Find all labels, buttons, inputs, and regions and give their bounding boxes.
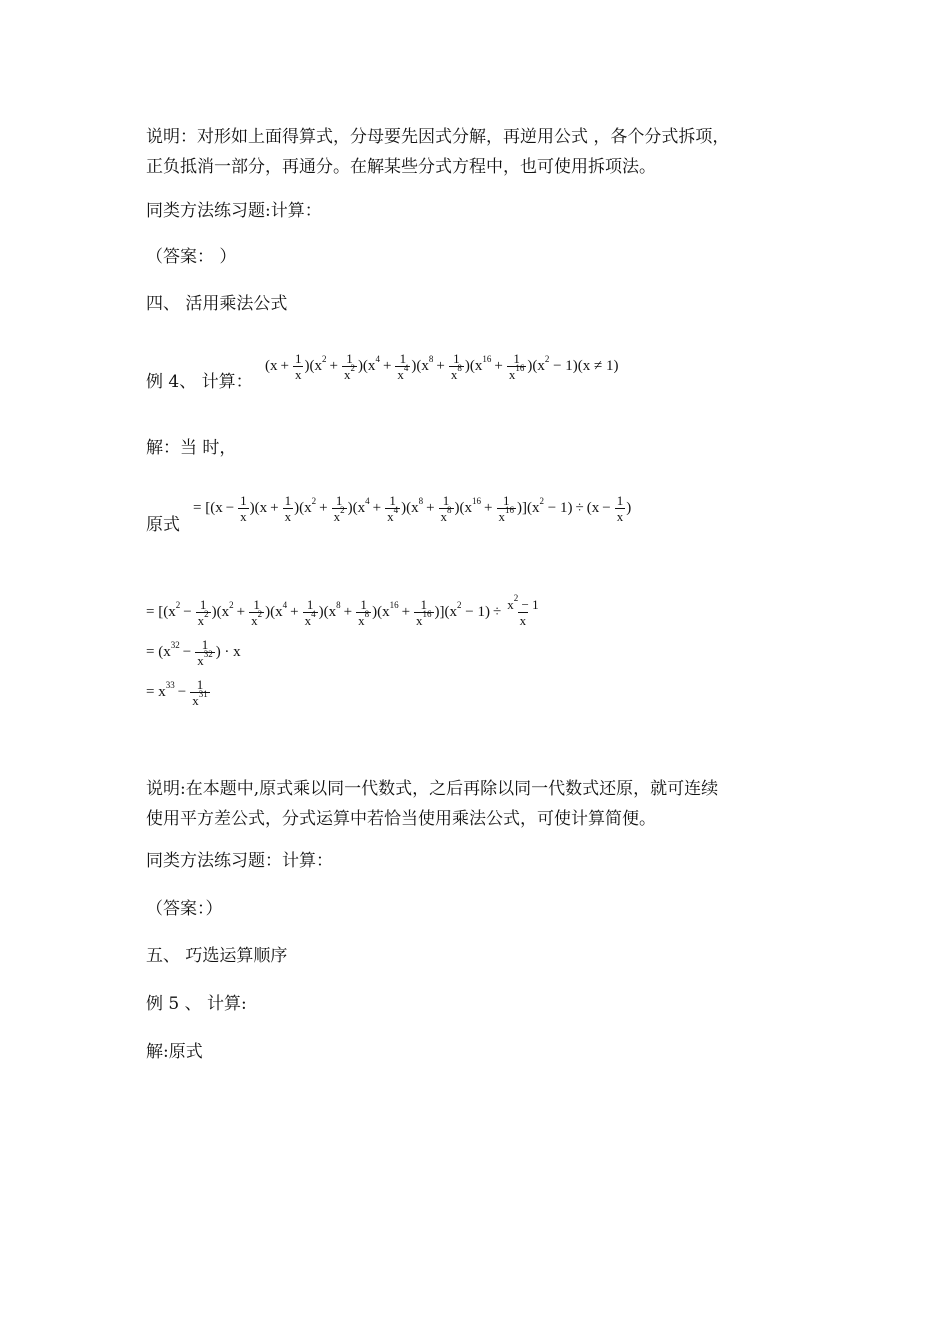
explanation-line: 说明：对形如上面得算式，分母要先因式分解，再逆用公式 ，各个分式拆项， xyxy=(146,127,730,147)
solution-5-label: 解:原式 xyxy=(146,1042,203,1062)
derivation-step-1: = [($x^2$ − $\frac{1}{x^2}$ )($x^2$ + $\frac{1}{x^2}$ )($x^4$ + $\frac{1}{x^4}$ )($x^8$ + $\frac{1}{x^8}$ )($x^{16}$ + $\frac{1}{x^{16}}$ )]$(x^2 - 1)$ ÷ $\frac{x^2 - 1}{x}$ xyxy=(146,592,539,628)
explanation-line: 正负抵消一部分，再通分。在解某些分式方程中，也可使用拆项法。 xyxy=(146,157,656,177)
explanation-paragraph-1 xyxy=(146,122,729,182)
derivation-step-3: = $x^{33}$ − $\frac{1}{x^{31}}$ xyxy=(146,676,208,708)
answer-2: （答案：） xyxy=(146,899,223,919)
example-5-label: 例 5 、 计算: xyxy=(146,994,247,1014)
explanation-paragraph-2 xyxy=(146,774,718,834)
section-heading-5: 五、 巧选运算顺序 xyxy=(146,946,288,966)
section-heading-4: 四、 活用乘法公式 xyxy=(146,294,288,314)
explanation-line: 使用平方差公式，分式运算中若恰当使用乘法公式，可使计算简便。 xyxy=(146,809,656,829)
solution-label: 解：当 时， xyxy=(146,438,237,458)
answer-1: （答案： ） xyxy=(146,247,237,267)
example-4-label: 例 4、 计算： xyxy=(146,372,253,392)
derivation-steps xyxy=(146,592,542,712)
derivation-step-2: = ($x^{32}$ − $\frac{1}{x^{32}}$ ) · x xyxy=(146,636,241,668)
explanation-line: 说明:在本题中,原式乘以同一代数式，之后再除以同一代数式还原，就可连续 xyxy=(146,779,719,799)
original-expression-label: 原式 xyxy=(146,515,180,535)
practice-heading-2: 同类方法练习题：计算： xyxy=(146,851,333,871)
practice-heading-1: 同类方法练习题:计算： xyxy=(146,201,322,221)
original-expression-formula: = [(x − $\frac{1}{x}$ )(x + $\frac{1}{x}$ )($x^2$ + $\frac{1}{x^2}$ )($x^4$ + $\frac{1}{x^4}$ )($x^8$ + $\frac{1}{x^8}$ )($x^{16}$ + $\frac{1}{x^{16}}$ )]$(x^2 - 1)$ ÷ (x − $\frac{1}{x}$ ) xyxy=(193,492,632,524)
example-4-formula: (x + $\frac{1}{x}$ )($x^2$ + $\frac{1}{x^2}$ )($x^4$ + $\frac{1}{x^4}$ )($x^8$ + $\frac{1}{x^8}$ )($x^{16}$ + $\frac{1}{x^{16}}$ )$(x^2 - 1)(x \ne 1)$ xyxy=(265,350,619,382)
